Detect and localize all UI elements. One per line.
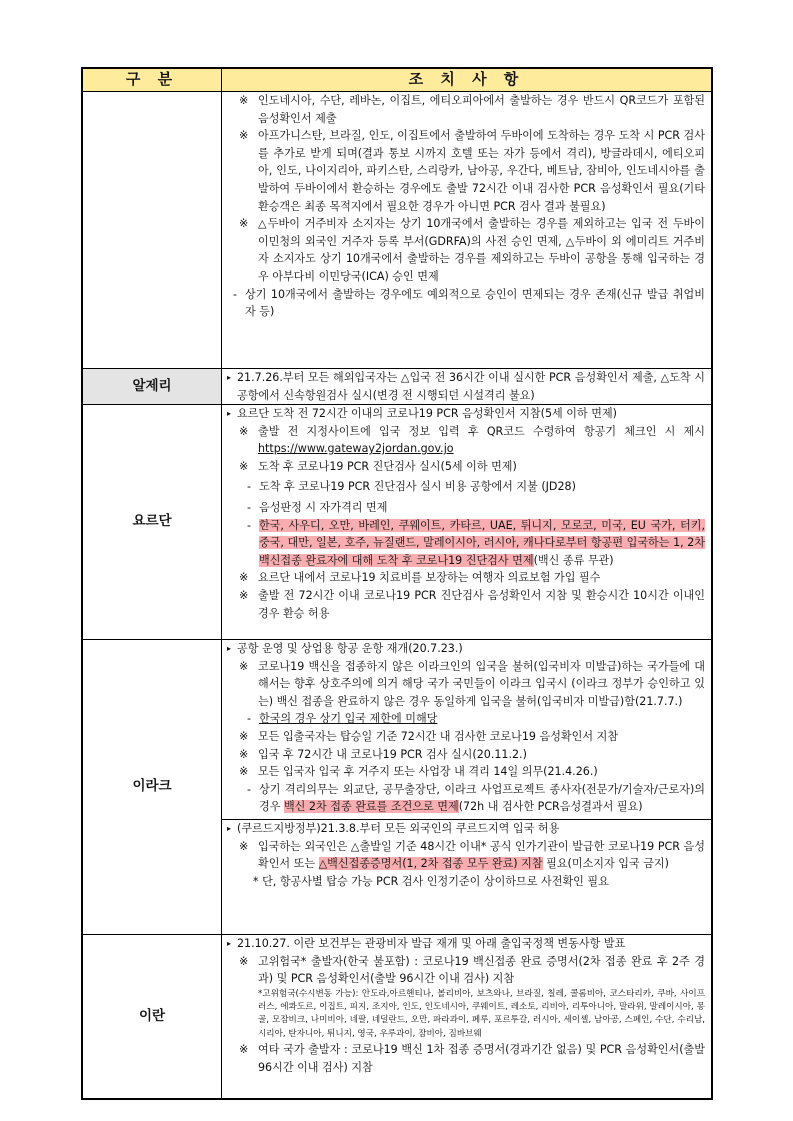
list-item: ※ 요르단 내에서 코로나19 치료비를 보장하는 여행자 의료보험 가입 필수 <box>239 571 601 585</box>
measures-table <box>81 67 713 1100</box>
list-item: - 한국의 경우 상기 입국 제한에 미해당 <box>247 712 438 726</box>
header-category: 구 분 <box>83 69 222 91</box>
row-uae <box>83 92 711 369</box>
header-measures: 조 치 사 항 <box>408 70 525 89</box>
list-item: ▸ 공항 운영 및 상업용 항공 운항 재개(20.7.23.) <box>227 640 705 658</box>
list-item: ▸ 21.7.26.부터 모든 해외입국자는 △입국 전 36시간 이내 실시한 PCR 음성확인서 제출, △도착 시 공항에서 신속항원검사 실시(변경 전 시행되던 시설격리 불요) <box>227 369 705 404</box>
table-header <box>83 69 711 92</box>
list-item: ※ 아프가니스탄, 브라질, 인도, 이집트에서 출발하여 두바이에 도착하는 경우 도착 시 PCR 검사를 추가로 받게 되며(결과 통보 시까지 호텔 또는 자가 등에서 격리), 방글라데시, 에티오피아, 인도, 나이지리아, 파키스탄, 스리랑카, 남아공, 우간다, 베트남, 잠비아, 인도네시아를 출발하여 두바이에서 환승하는 경우에도 출발 72시간 이내 검사한 PCR 음성확인서 필요(기타 환승객은 최종 목적지에서 필요한 경우가 아니면 PCR 검사 결과 불필요) <box>239 129 705 213</box>
row-label-iran: 이란 <box>83 935 222 1098</box>
list-item: - 도착 후 코로나19 PCR 진단검사 실시 비용 공항에서 지불 (JD28) <box>247 480 576 494</box>
row-label-iraq: 이라크 <box>83 640 222 934</box>
list-item: - 상기 10개국에서 출발하는 경우에도 예외적으로 승인이 면제되는 경우 존재(신규 발급 취업비자 등) <box>233 287 705 319</box>
triangle-bullet-icon: ▸ <box>227 409 232 418</box>
list-item: ※ 입국하는 외국인은 △출발일 기준 48시간 이내* 공식 인가기관이 발급한 코로나19 PCR 음성확인서 또는 △백신접종증명서(1, 2차 접종 모두 완료) 지참 필요(미소지자 입국 금지) <box>239 839 705 871</box>
row-algeria <box>83 369 711 405</box>
list-item: ※ 모든 입국자 입국 후 거주지 또는 사업장 내 격리 14일 의무(21.4.26.) <box>239 765 598 779</box>
row-label-jordan: 요르단 <box>83 405 222 639</box>
triangle-bullet-icon: ▸ <box>227 939 232 948</box>
row-label-algeria: 알제리 <box>83 369 222 404</box>
list-item: ※ 출발 전 72시간 이내 코로나19 PCR 진단검사 음성확인서 지참 및 환승시간 10시간 이내인 경우 환승 허용 <box>239 588 705 620</box>
list-item: ▸ (쿠르드지방정부)21.3.8.부터 모든 외국인의 쿠르드지역 입국 허용 <box>227 820 705 838</box>
list-item: ※ 여타 국가 출발자 : 코로나19 백신 1차 접종 증명서(경과기간 없음) 및 PCR 음성확인서(출발 96시간 이내 검사) 지참 <box>239 1042 705 1074</box>
row-content-uae <box>222 92 711 368</box>
row-label-uae <box>83 92 222 368</box>
list-item: - 상기 격리의무는 외교단, 공무출장단, 이라크 사업프로젝트 종사자(전문가/기술자/근로자)의 경우 백신 2차 접종 완료를 조건으로 면제(72h 내 검사한 PCR음성결과서 필요) <box>247 782 705 814</box>
triangle-bullet-icon: ▸ <box>227 644 232 653</box>
row-jordan <box>83 405 711 640</box>
list-item: ※ 코로나19 백신을 접종하지 않은 이라크인의 입국을 불허(입국비자 미발급)하는 국가들에 대해서는 향후 상호주의에 의거 해당 국가 국민들이 이라크 입국시 (이라크 정부가 승인하고 있는) 백신 접종을 완료하지 않은 경우 동일하게 입국을 불허(입국비자 미발급)함(21.7.7.) <box>239 659 705 708</box>
row-content-jordan <box>222 405 711 639</box>
highlight-vaccine: 백신 2차 접종 완료를 조건으로 면제 <box>283 800 459 814</box>
list-item: ▸ 요르단 도착 전 72시간 이내의 코로나19 PCR 음성확인서 지참(5세 이하 면제) <box>227 405 705 423</box>
list-item: ※ △두바이 거주비자 소지자는 상기 10개국에서 출발하는 경우를 제외하고는 입국 전 두바이 이민청의 외국인 거주자 등록 부서(GDRFA)의 사전 승인 면제, △두바이 외 에미리트 거주비자 소지자도 상기 10개국에서 출발하는 경우를 제외하고는 두바이 공항을 통해 입국하는 경우 아부다비 이민당국(ICA) 승인 면제 <box>239 217 705 283</box>
list-item: ▸ 21.10.27. 이란 보건부는 관광비자 발급 재개 및 아래 출입국정책 변동사항 발표 <box>227 935 705 953</box>
list-item: ※ 도착 후 코로나19 PCR 진단검사 실시(5세 이하 면제) <box>239 459 517 473</box>
row-iran <box>83 935 711 1098</box>
list-item: - 한국, 사우디, 오만, 바레인, 쿠웨이트, 카타르, UAE, 튀니지, 모로코, 미국, EU 국가, 터키, 중국, 대만, 일본, 호주, 뉴질랜드, 말레이시아, 러시아, 캐나다로부터 항공편 입국하는 1, 2차 백신접종 완료자에 대해 도착 후 코로나19 진단검사 면제(백신 종류 무관) <box>247 518 705 567</box>
list-item: *고위험국(수시변동 가능): 안도라,아르헨티나, 볼리비아, 보츠와나, 브라질, 칠레, 콜롬비아, 코스타리카, 쿠바, 사이프러스, 에콰도르, 이집트, 피지, 조지아, 인도, 인도네시아, 쿠웨이트, 레소토, 리비아, 리투아니아, 말라위, 말레이시아, 몽골, 모잠비크, 나미비아, 네팔, 네덜란드, 오만, 파라과이, 페루, 포르투갈, 러시아, 세이셸, 남아공, 스페인, 수단, 수리남, 시리아, 탄자니아, 튀니지, 영국, 우루과이, 잠비아, 짐바브웨 <box>258 988 705 1039</box>
list-item: ※ 출발 전 지정사이트에 입국 정보 입력 후 QR코드 수령하여 항공기 체크인 시 제시 https://www.gateway2jordan.gov.jo <box>239 424 705 456</box>
list-item: * 단, 항공사별 탑승 가능 PCR 검사 인정기준이 상이하므로 사전확인 필요 <box>253 874 609 888</box>
list-item: - 음성판정 시 자가격리 면제 <box>247 500 388 514</box>
row-content-iraq <box>222 640 711 934</box>
triangle-bullet-icon: ▸ <box>227 823 232 833</box>
row-content-iran <box>222 935 711 1098</box>
gateway-link[interactable]: https://www.gateway2jordan.gov.jo <box>258 442 454 456</box>
row-iraq <box>83 640 711 935</box>
triangle-bullet-icon: ▸ <box>227 373 232 382</box>
highlight-certificate: △백신접종증명서(1, 2차 접종 모두 완료) 지참 <box>318 857 543 871</box>
highlight-exemption: 한국, 사우디, 오만, 바레인, 쿠웨이트, 카타르, UAE, 튀니지, 모로코, 미국, EU 국가, 터키, 중국, 대만, 일본, 호주, 뉴질랜드, 말레이시아, 러시아, 캐나다로부터 항공편 입국하는 1, 2차 백신접종 완료자에 대해 도착 후 코로나19 진단검사 면제 <box>259 518 705 567</box>
list-item: ※ 고위험국* 출발자(한국 불포함) : 코로나19 백신접종 완료 증명서(2차 접종 완료 후 2주 경과) 및 PCR 음성확인서(출발 96시간 이내 검사) 지참 <box>239 954 705 986</box>
list-item: ※ 입국 후 72시간 내 코로나19 PCR 검사 실시(20.11.2.) <box>239 747 527 761</box>
row-content-algeria <box>222 369 711 404</box>
list-item: ※ 인도네시아, 수단, 레바논, 이집트, 에티오피아에서 출발하는 경우 반드시 QR코드가 포함된 음성확인서 제출 <box>239 94 705 125</box>
list-item: ※ 모든 입출국자는 탑승일 기준 72시간 내 검사한 코로나19 음성확인서 지참 <box>239 729 619 743</box>
kurdistan-section <box>222 819 711 890</box>
